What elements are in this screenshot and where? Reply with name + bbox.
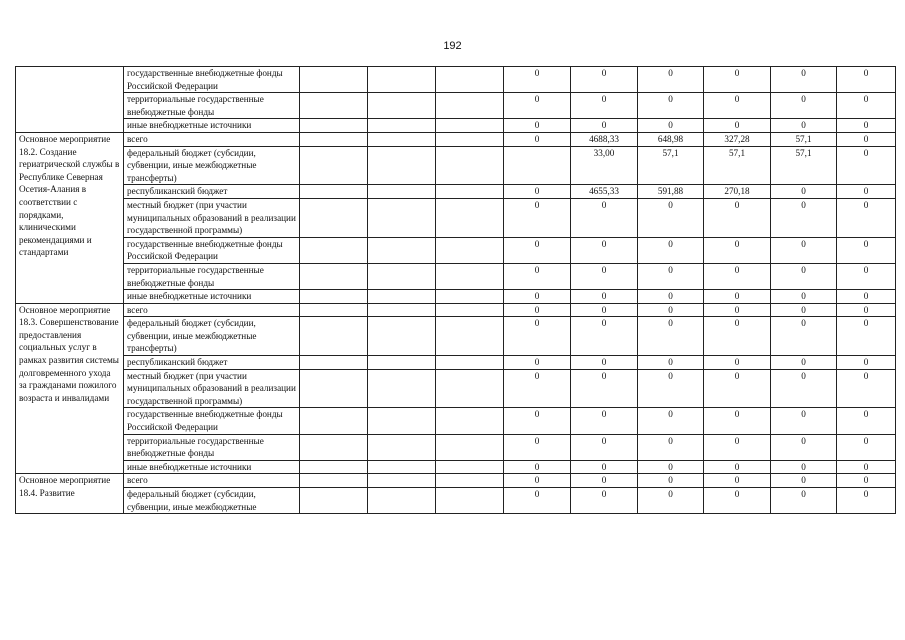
empty-cell bbox=[436, 93, 504, 119]
value-cell: 0 bbox=[504, 67, 571, 93]
empty-cell bbox=[368, 356, 436, 370]
value-cell: 0 bbox=[837, 67, 896, 93]
table-row bbox=[16, 237, 896, 263]
empty-cell bbox=[368, 290, 436, 304]
value-cell: 0 bbox=[704, 460, 771, 474]
value-cell: 0 bbox=[771, 460, 837, 474]
table-row bbox=[16, 132, 896, 146]
value-cell: 0 bbox=[837, 132, 896, 146]
empty-cell bbox=[368, 67, 436, 93]
value-cell: 0 bbox=[771, 67, 837, 93]
value-cell: 57,1 bbox=[771, 146, 837, 185]
value-cell: 0 bbox=[704, 67, 771, 93]
value-cell: 57,1 bbox=[771, 132, 837, 146]
empty-cell bbox=[368, 408, 436, 434]
empty-cell bbox=[368, 198, 436, 237]
empty-cell bbox=[436, 369, 504, 408]
value-cell: 0 bbox=[571, 263, 638, 289]
value-cell: 0 bbox=[837, 198, 896, 237]
funding-source-cell: всего bbox=[124, 132, 300, 146]
value-cell: 0 bbox=[504, 303, 571, 317]
empty-cell bbox=[368, 119, 436, 133]
value-cell: 0 bbox=[837, 408, 896, 434]
table-row bbox=[16, 93, 896, 119]
table-row bbox=[16, 263, 896, 289]
value-cell: 0 bbox=[837, 356, 896, 370]
table-row bbox=[16, 119, 896, 133]
empty-cell bbox=[436, 198, 504, 237]
funding-source-cell: республиканский бюджет bbox=[124, 185, 300, 199]
value-cell: 0 bbox=[638, 488, 704, 514]
value-cell: 0 bbox=[638, 474, 704, 488]
empty-cell bbox=[436, 237, 504, 263]
empty-cell bbox=[300, 408, 368, 434]
funding-source-cell: иные внебюджетные источники bbox=[124, 119, 300, 133]
funding-source-cell: территориальные государственные внебюджетные фонды bbox=[124, 263, 300, 289]
empty-cell bbox=[300, 303, 368, 317]
value-cell: 0 bbox=[571, 408, 638, 434]
empty-cell bbox=[300, 146, 368, 185]
value-cell: 0 bbox=[638, 290, 704, 304]
value-cell: 0 bbox=[504, 132, 571, 146]
empty-cell bbox=[300, 488, 368, 514]
event-cell: Основное мероприятие 18.2. Создание гериатрической службы в Республике Северная Осетия-Алания в соответствии с порядками, клиническими рекомендациями и стандартами bbox=[16, 132, 124, 303]
empty-cell bbox=[368, 434, 436, 460]
value-cell: 0 bbox=[704, 198, 771, 237]
funding-source-cell: федеральный бюджет (субсидии, субвенции, иные межбюджетные bbox=[124, 488, 300, 514]
value-cell: 0 bbox=[504, 474, 571, 488]
empty-cell bbox=[300, 460, 368, 474]
value-cell: 0 bbox=[504, 434, 571, 460]
empty-cell bbox=[436, 434, 504, 460]
funding-source-cell: федеральный бюджет (субсидии, субвенции, иные межбюджетные трансферты) bbox=[124, 317, 300, 356]
value-cell bbox=[504, 146, 571, 185]
value-cell: 0 bbox=[837, 93, 896, 119]
empty-cell bbox=[436, 356, 504, 370]
value-cell: 0 bbox=[771, 290, 837, 304]
value-cell: 0 bbox=[771, 198, 837, 237]
empty-cell bbox=[436, 119, 504, 133]
value-cell: 0 bbox=[837, 185, 896, 199]
table-row bbox=[16, 303, 896, 317]
value-cell: 0 bbox=[837, 263, 896, 289]
empty-cell bbox=[368, 132, 436, 146]
value-cell: 0 bbox=[771, 434, 837, 460]
funding-source-cell: местный бюджет (при участии муниципальных образований в реализации государственной программы) bbox=[124, 369, 300, 408]
event-cell bbox=[16, 67, 124, 133]
event-cell: Основное мероприятие 18.3. Совершенствование предоставления социальных услуг в рамках развития системы долговременного ухода за гражданами пожилого возраста и инвалидами bbox=[16, 303, 124, 474]
value-cell: 0 bbox=[638, 317, 704, 356]
value-cell: 0 bbox=[771, 119, 837, 133]
empty-cell bbox=[368, 488, 436, 514]
empty-cell bbox=[436, 474, 504, 488]
empty-cell bbox=[368, 237, 436, 263]
value-cell: 0 bbox=[571, 474, 638, 488]
empty-cell bbox=[436, 290, 504, 304]
table-row bbox=[16, 290, 896, 304]
value-cell: 0 bbox=[837, 460, 896, 474]
funding-source-cell: государственные внебюджетные фонды Российской Федерации bbox=[124, 67, 300, 93]
empty-cell bbox=[436, 408, 504, 434]
empty-cell bbox=[300, 198, 368, 237]
value-cell: 0 bbox=[504, 263, 571, 289]
value-cell: 0 bbox=[571, 488, 638, 514]
empty-cell bbox=[300, 356, 368, 370]
funding-source-cell: территориальные государственные внебюджетные фонды bbox=[124, 434, 300, 460]
value-cell: 57,1 bbox=[704, 146, 771, 185]
value-cell: 0 bbox=[771, 317, 837, 356]
value-cell: 0 bbox=[837, 369, 896, 408]
empty-cell bbox=[368, 303, 436, 317]
value-cell: 327,28 bbox=[704, 132, 771, 146]
value-cell: 0 bbox=[837, 434, 896, 460]
value-cell: 0 bbox=[837, 237, 896, 263]
value-cell: 0 bbox=[638, 67, 704, 93]
value-cell: 0 bbox=[571, 317, 638, 356]
value-cell: 0 bbox=[571, 198, 638, 237]
empty-cell bbox=[300, 237, 368, 263]
value-cell: 0 bbox=[704, 369, 771, 408]
budget-table bbox=[15, 66, 896, 514]
value-cell: 0 bbox=[771, 263, 837, 289]
value-cell: 0 bbox=[837, 290, 896, 304]
value-cell: 0 bbox=[638, 460, 704, 474]
empty-cell bbox=[300, 67, 368, 93]
value-cell: 0 bbox=[704, 408, 771, 434]
value-cell: 0 bbox=[704, 434, 771, 460]
value-cell: 0 bbox=[504, 369, 571, 408]
value-cell: 0 bbox=[704, 356, 771, 370]
table-row bbox=[16, 474, 896, 488]
value-cell: 0 bbox=[771, 303, 837, 317]
value-cell: 0 bbox=[704, 119, 771, 133]
funding-source-cell: иные внебюджетные источники bbox=[124, 290, 300, 304]
value-cell: 0 bbox=[571, 67, 638, 93]
table-row bbox=[16, 460, 896, 474]
table-row bbox=[16, 317, 896, 356]
empty-cell bbox=[300, 317, 368, 356]
empty-cell bbox=[436, 317, 504, 356]
value-cell: 0 bbox=[704, 303, 771, 317]
value-cell: 0 bbox=[837, 488, 896, 514]
empty-cell bbox=[368, 146, 436, 185]
value-cell: 0 bbox=[704, 290, 771, 304]
empty-cell bbox=[300, 474, 368, 488]
empty-cell bbox=[436, 303, 504, 317]
value-cell: 0 bbox=[837, 146, 896, 185]
empty-cell bbox=[368, 93, 436, 119]
table-row bbox=[16, 67, 896, 93]
empty-cell bbox=[436, 132, 504, 146]
value-cell: 0 bbox=[638, 303, 704, 317]
value-cell: 0 bbox=[837, 303, 896, 317]
value-cell: 33,00 bbox=[571, 146, 638, 185]
value-cell: 0 bbox=[704, 317, 771, 356]
value-cell: 0 bbox=[571, 303, 638, 317]
value-cell: 0 bbox=[504, 185, 571, 199]
value-cell: 0 bbox=[504, 408, 571, 434]
empty-cell bbox=[368, 369, 436, 408]
funding-source-cell: территориальные государственные внебюджетные фонды bbox=[124, 93, 300, 119]
value-cell: 0 bbox=[771, 369, 837, 408]
empty-cell bbox=[300, 369, 368, 408]
empty-cell bbox=[436, 488, 504, 514]
value-cell: 0 bbox=[571, 356, 638, 370]
value-cell: 0 bbox=[704, 488, 771, 514]
funding-source-cell: всего bbox=[124, 474, 300, 488]
value-cell: 0 bbox=[571, 93, 638, 119]
value-cell: 0 bbox=[504, 488, 571, 514]
value-cell: 0 bbox=[571, 460, 638, 474]
value-cell: 0 bbox=[571, 290, 638, 304]
value-cell: 591,88 bbox=[638, 185, 704, 199]
value-cell: 0 bbox=[571, 434, 638, 460]
empty-cell bbox=[368, 317, 436, 356]
value-cell: 0 bbox=[504, 317, 571, 356]
empty-cell bbox=[300, 119, 368, 133]
table-row bbox=[16, 434, 896, 460]
value-cell: 270,18 bbox=[704, 185, 771, 199]
value-cell: 0 bbox=[771, 488, 837, 514]
value-cell: 0 bbox=[504, 198, 571, 237]
funding-source-cell: иные внебюджетные источники bbox=[124, 460, 300, 474]
value-cell: 0 bbox=[704, 237, 771, 263]
value-cell: 0 bbox=[771, 237, 837, 263]
value-cell: 0 bbox=[638, 356, 704, 370]
table-row bbox=[16, 198, 896, 237]
empty-cell bbox=[436, 263, 504, 289]
value-cell: 0 bbox=[771, 356, 837, 370]
table-row bbox=[16, 185, 896, 199]
value-cell: 0 bbox=[571, 119, 638, 133]
value-cell: 0 bbox=[638, 237, 704, 263]
empty-cell bbox=[368, 185, 436, 199]
value-cell: 0 bbox=[504, 119, 571, 133]
value-cell: 0 bbox=[504, 460, 571, 474]
empty-cell bbox=[436, 185, 504, 199]
empty-cell bbox=[300, 185, 368, 199]
funding-source-cell: государственные внебюджетные фонды Российской Федерации bbox=[124, 408, 300, 434]
value-cell: 0 bbox=[771, 474, 837, 488]
value-cell: 0 bbox=[704, 93, 771, 119]
value-cell: 0 bbox=[504, 290, 571, 304]
value-cell: 0 bbox=[638, 93, 704, 119]
value-cell: 0 bbox=[504, 93, 571, 119]
value-cell: 0 bbox=[504, 356, 571, 370]
value-cell: 4655,33 bbox=[571, 185, 638, 199]
value-cell: 0 bbox=[837, 119, 896, 133]
funding-source-cell: государственные внебюджетные фонды Российской Федерации bbox=[124, 237, 300, 263]
value-cell: 0 bbox=[638, 263, 704, 289]
value-cell: 4688,33 bbox=[571, 132, 638, 146]
empty-cell bbox=[368, 263, 436, 289]
value-cell: 0 bbox=[837, 474, 896, 488]
empty-cell bbox=[300, 434, 368, 460]
table-row bbox=[16, 356, 896, 370]
value-cell: 0 bbox=[771, 185, 837, 199]
value-cell: 0 bbox=[771, 93, 837, 119]
table-body bbox=[16, 67, 896, 514]
value-cell: 0 bbox=[704, 474, 771, 488]
value-cell: 0 bbox=[638, 198, 704, 237]
value-cell: 57,1 bbox=[638, 146, 704, 185]
empty-cell bbox=[300, 263, 368, 289]
value-cell: 0 bbox=[638, 434, 704, 460]
empty-cell bbox=[368, 474, 436, 488]
funding-source-cell: всего bbox=[124, 303, 300, 317]
event-cell: Основное мероприятие 18.4. Развитие bbox=[16, 474, 124, 514]
value-cell: 0 bbox=[771, 408, 837, 434]
funding-source-cell: местный бюджет (при участии муниципальных образований в реализации государственной программы) bbox=[124, 198, 300, 237]
value-cell: 0 bbox=[638, 408, 704, 434]
empty-cell bbox=[368, 460, 436, 474]
funding-source-cell: республиканский бюджет bbox=[124, 356, 300, 370]
value-cell: 0 bbox=[504, 237, 571, 263]
table-row bbox=[16, 369, 896, 408]
table-row bbox=[16, 146, 896, 185]
value-cell: 0 bbox=[638, 119, 704, 133]
value-cell: 0 bbox=[704, 263, 771, 289]
funding-source-cell: федеральный бюджет (субсидии, субвенции, иные межбюджетные трансферты) bbox=[124, 146, 300, 185]
table-row bbox=[16, 488, 896, 514]
empty-cell bbox=[300, 290, 368, 304]
empty-cell bbox=[436, 67, 504, 93]
empty-cell bbox=[436, 146, 504, 185]
value-cell: 0 bbox=[571, 369, 638, 408]
empty-cell bbox=[300, 132, 368, 146]
table-row bbox=[16, 408, 896, 434]
value-cell: 648,98 bbox=[638, 132, 704, 146]
empty-cell bbox=[300, 93, 368, 119]
empty-cell bbox=[436, 460, 504, 474]
value-cell: 0 bbox=[638, 369, 704, 408]
value-cell: 0 bbox=[571, 237, 638, 263]
value-cell: 0 bbox=[837, 317, 896, 356]
page-number: 192 bbox=[443, 40, 462, 52]
